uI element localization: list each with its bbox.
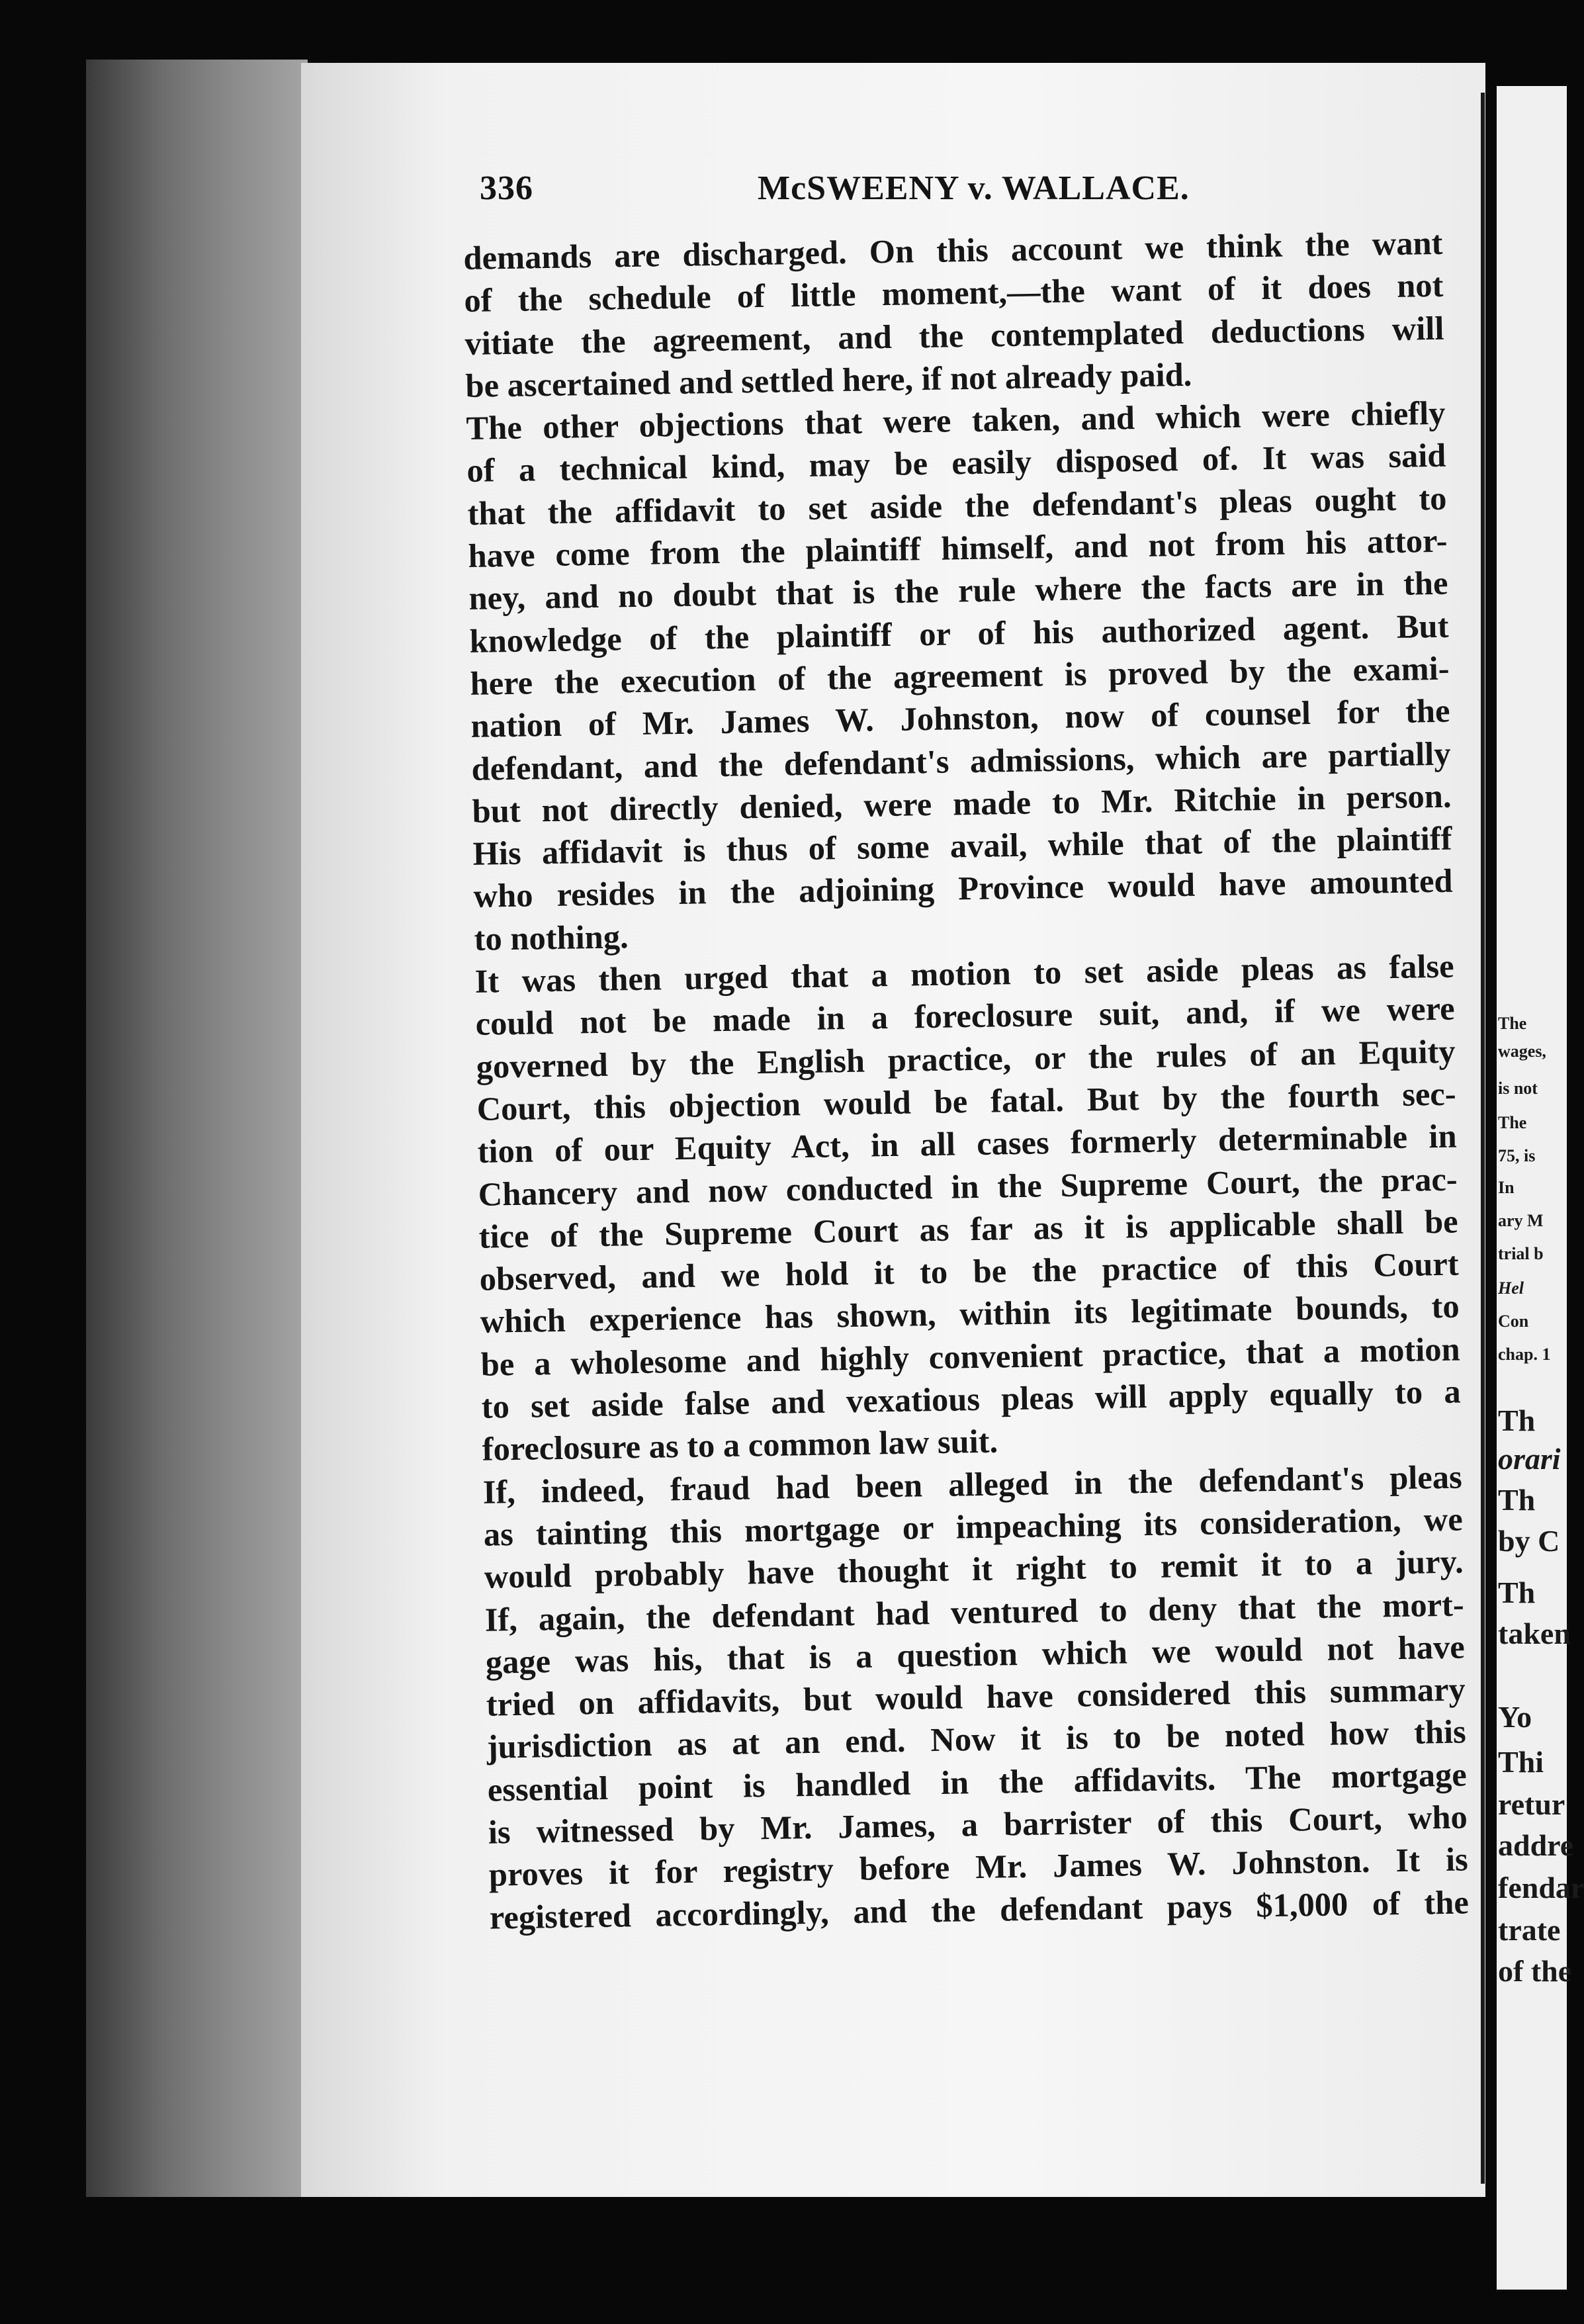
- adjacent-page-fragment: taken: [1498, 1617, 1571, 1650]
- adjacent-page-fragment: wages,: [1498, 1042, 1546, 1061]
- adjacent-page-fragment: Th: [1498, 1404, 1536, 1437]
- text-line: registered accordingly, and the defendant pays $1,000 of the: [489, 1883, 1470, 1936]
- adjacent-page-fragment: Yo: [1498, 1700, 1532, 1734]
- text-line: defendant, and the defendant's admissions, which are partially: [471, 735, 1451, 787]
- adjacent-page-fragment: Con: [1498, 1312, 1529, 1331]
- text-line: The other objections that were taken, and which were chiefly: [466, 394, 1446, 447]
- adjacent-page-fragment: of the: [1498, 1954, 1572, 1988]
- paragraph-2: [466, 392, 1454, 960]
- text-line: which experience has shown, within its legitimate bounds, to: [480, 1287, 1460, 1341]
- text-line: as tainting this mortgage or impeaching its consideration, we: [483, 1500, 1464, 1553]
- adjacent-page-fragment: The: [1498, 1014, 1527, 1033]
- page-number: 336: [480, 169, 533, 207]
- adjacent-page-fragment: Hel: [1498, 1278, 1524, 1298]
- adjacent-page-fragment: orari: [1498, 1442, 1561, 1476]
- text-line: It was then urged that a motion to set aside pleas as false: [474, 947, 1454, 1000]
- text-line: could not be made in a foreclosure suit, and, if we were: [475, 989, 1455, 1043]
- text-line: is witnessed by Mr. James, a barrister of this Court, who: [488, 1798, 1468, 1851]
- running-title: McSWEENY v. WALLACE.: [758, 169, 1190, 207]
- adjacent-page-fragment: ary M: [1498, 1211, 1544, 1230]
- text-line: of the schedule of little moment,—the want of it does not: [464, 267, 1444, 320]
- text-line: proves it for registry before Mr. James W. Johnston. It is: [488, 1840, 1469, 1893]
- text-line: who resides in the adjoining Province would have amounted: [473, 862, 1453, 915]
- text-line: If, indeed, fraud had been alleged in the defendant's pleas: [482, 1458, 1463, 1511]
- text-line: gage was his, that is a question which we would not have: [485, 1628, 1466, 1681]
- adjacent-page-fragment: Th: [1498, 1576, 1536, 1609]
- adjacent-page-fragment: 75, is: [1498, 1146, 1536, 1165]
- adjacent-page-fragment: In: [1498, 1178, 1515, 1197]
- paragraph-4: [482, 1455, 1469, 1938]
- text-line: demands are discharged. On this account we think the want: [463, 224, 1443, 277]
- text-line: tion of our Equity Act, in all cases formerly determinable in: [477, 1117, 1457, 1171]
- text-line: jurisdiction as at an end. Now it is to be noted how this: [486, 1713, 1467, 1766]
- adjacent-page-fragment: by C: [1498, 1524, 1560, 1558]
- adjacent-page-fragment: trial b: [1498, 1244, 1544, 1263]
- adjacent-page-fragment: is not: [1498, 1079, 1538, 1098]
- paragraph-3: [474, 945, 1462, 1471]
- text-line: be a wholesome and highly convenient practice, that a motion: [480, 1330, 1461, 1383]
- text-line: here the execution of the agreement is proved by the exami-: [470, 649, 1450, 702]
- text-line: that the affidavit to set aside the defendant's pleas ought to: [467, 479, 1447, 532]
- text-line: ney, and no doubt that is the rule where the facts are in the: [468, 564, 1448, 617]
- text-line: would probably have thought it right to remit it to a jury.: [484, 1542, 1464, 1595]
- text-line: Chancery and now conducted in the Supreme Court, the prac-: [478, 1160, 1458, 1213]
- adjacent-page-fragment: fendar: [1498, 1871, 1584, 1904]
- adjacent-page-fragment: The: [1498, 1113, 1527, 1132]
- text-line: knowledge of the plaintiff or of his authorized agent. But: [469, 607, 1449, 660]
- adjacent-page-fragment: chap. 1: [1498, 1345, 1551, 1364]
- text-line: nation of Mr. James W. Johnston, now of counsel for the: [470, 692, 1450, 745]
- text-line: Court, this objection would be fatal. But by the fourth sec-: [476, 1075, 1456, 1128]
- adjacent-page-fragment: trate: [1498, 1913, 1561, 1947]
- text-line: If, again, the defendant had ventured to deny that the mort-: [484, 1585, 1465, 1638]
- paragraph-1: [463, 222, 1445, 407]
- text-line: but not directly denied, were made to Mr. Ritchie in person.: [472, 777, 1452, 830]
- text-line: be ascertained and settled here, if not already paid.: [465, 355, 1192, 404]
- page-gutter: [1481, 93, 1485, 2184]
- text-line: governed by the English practice, or the rules of an Equity: [476, 1032, 1456, 1085]
- adjacent-page-fragment: Thi: [1498, 1745, 1544, 1779]
- page-body: [463, 222, 1469, 1939]
- book-spine-edge: [86, 60, 308, 2197]
- adjacent-page-fragment: addre: [1498, 1828, 1574, 1862]
- adjacent-page-fragment: retur: [1498, 1787, 1565, 1821]
- text-line: of a technical kind, may be easily disposed of. It was said: [466, 437, 1446, 490]
- running-header: [480, 169, 1190, 222]
- text-line: His affidavit is thus of some avail, while that of the plaintiff: [472, 819, 1452, 873]
- text-line: to nothing.: [474, 917, 629, 958]
- text-line: vitiate the agreement, and the contemplated deductions will: [464, 309, 1444, 362]
- text-line: foreclosure as to a common law suit.: [482, 1422, 998, 1468]
- text-line: tice of the Supreme Court as far as it is applicable shall be: [478, 1202, 1458, 1255]
- text-line: to set aside false and vexatious pleas will apply equally to a: [481, 1372, 1462, 1425]
- text-line: observed, and we hold it to be the practice of this Court: [479, 1245, 1459, 1298]
- text-line: have come from the plaintiff himself, and not from his attor-: [468, 521, 1448, 575]
- text-line: tried on affidavits, but would have considered this summary: [486, 1670, 1466, 1723]
- text-line: essential point is handled in the affidavits. The mortgage: [487, 1756, 1468, 1809]
- adjacent-page-fragment: Th: [1498, 1483, 1536, 1517]
